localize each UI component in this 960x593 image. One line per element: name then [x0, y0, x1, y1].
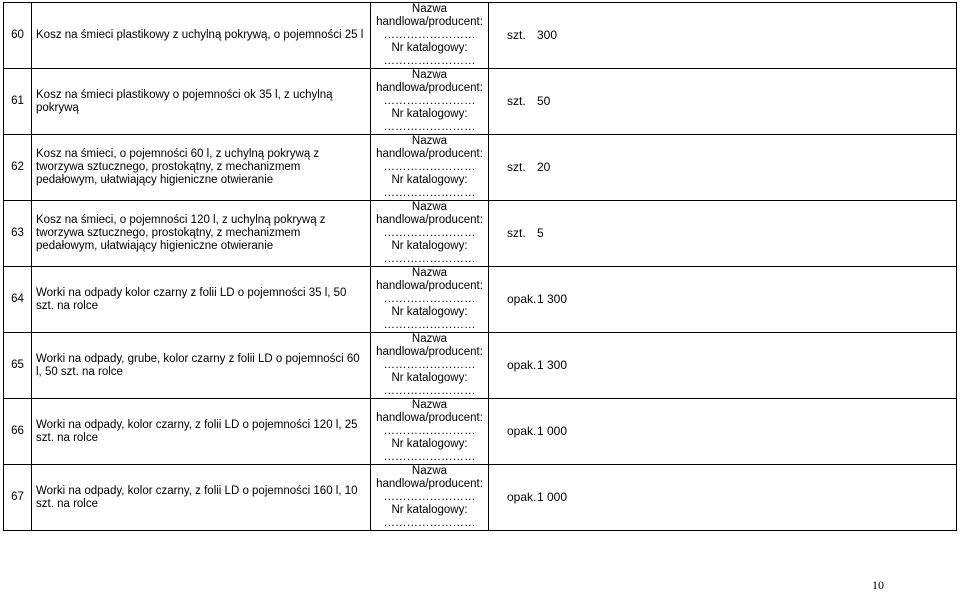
- quantity-cell: [489, 465, 957, 531]
- catalog-number-label: Nr katalogowy:: [391, 306, 468, 318]
- item-description: Kosz na śmieci, o pojemności 60 l, z uchylną pokrywą z tworzywa sztucznego, prostokątny, z mechanizmem pedałowym, ułatwiający higieniczne otwieranie: [32, 135, 371, 201]
- catalog-number-label: Nr katalogowy:: [391, 240, 468, 252]
- item-number: 64: [4, 267, 32, 333]
- catalog-number-blank: ……………………: [383, 517, 476, 529]
- producer-label: handlowa/producent:: [376, 478, 483, 490]
- producer-name-label: Nazwa: [411, 3, 448, 15]
- item-description: Kosz na śmieci plastikowy o pojemności ok 35 l, z uchylną pokrywą: [32, 69, 371, 135]
- producer-name-label: Nazwa: [411, 135, 448, 147]
- table-row: [4, 267, 957, 333]
- unit: opak.: [507, 357, 537, 372]
- quantity-cell: [489, 135, 957, 201]
- producer-blank: ……………………: [383, 425, 476, 437]
- catalog-number-blank: ……………………: [383, 451, 476, 463]
- items-table: [3, 2, 957, 531]
- producer-name-label: Nazwa: [411, 333, 448, 345]
- table-row: [4, 333, 957, 399]
- unit: opak.: [507, 489, 537, 504]
- producer-blank: ……………………: [383, 161, 476, 173]
- quantity-cell: [489, 69, 957, 135]
- quantity: 5: [537, 225, 544, 240]
- catalog-number-blank: ……………………: [383, 253, 476, 265]
- table-row: [4, 201, 957, 267]
- quantity-cell: [489, 3, 957, 69]
- producer-field: [371, 3, 489, 69]
- quantity: 20: [537, 159, 551, 174]
- producer-field: [371, 465, 489, 531]
- producer-field: [371, 267, 489, 333]
- item-number: 66: [4, 399, 32, 465]
- catalog-number-label: Nr katalogowy:: [391, 504, 468, 516]
- table-row: [4, 135, 957, 201]
- item-number: 63: [4, 201, 32, 267]
- catalog-number-blank: ……………………: [383, 121, 476, 133]
- producer-blank: ……………………: [383, 293, 476, 305]
- producer-name-label: Nazwa: [411, 201, 448, 213]
- producer-label: handlowa/producent:: [376, 82, 483, 94]
- producer-label: handlowa/producent:: [376, 214, 483, 226]
- quantity: 50: [537, 93, 551, 108]
- quantity: 300: [537, 27, 558, 42]
- catalog-number-label: Nr katalogowy:: [391, 438, 468, 450]
- item-description: Kosz na śmieci plastikowy z uchylną pokrywą, o pojemności 25 l: [32, 3, 371, 69]
- quantity-cell: [489, 267, 957, 333]
- producer-name-label: Nazwa: [411, 465, 448, 477]
- producer-name-label: Nazwa: [411, 399, 448, 411]
- quantity: 1 000: [537, 489, 568, 504]
- item-number: 60: [4, 3, 32, 69]
- producer-field: [371, 333, 489, 399]
- quantity: 1 000: [537, 423, 568, 438]
- quantity: 1 300: [537, 357, 568, 372]
- catalog-number-label: Nr katalogowy:: [391, 174, 468, 186]
- producer-name-label: Nazwa: [411, 69, 448, 81]
- producer-blank: ……………………: [383, 227, 476, 239]
- producer-name-label: Nazwa: [411, 267, 448, 279]
- catalog-number-label: Nr katalogowy:: [391, 108, 468, 120]
- producer-field: [371, 399, 489, 465]
- item-number: 62: [4, 135, 32, 201]
- producer-blank: ……………………: [383, 95, 476, 107]
- producer-field: [371, 201, 489, 267]
- unit: opak.: [507, 423, 537, 438]
- catalog-number-blank: ……………………: [383, 385, 476, 397]
- item-description: Worki na odpady, kolor czarny, z folii LD o pojemności 160 l, 10 szt. na rolce: [32, 465, 371, 531]
- unit: szt.: [507, 159, 526, 174]
- item-number: 61: [4, 69, 32, 135]
- producer-field: [371, 135, 489, 201]
- catalog-number-label: Nr katalogowy:: [391, 42, 468, 54]
- quantity-cell: [489, 333, 957, 399]
- catalog-number-label: Nr katalogowy:: [391, 372, 468, 384]
- producer-field: [371, 69, 489, 135]
- item-number: 67: [4, 465, 32, 531]
- item-description: Kosz na śmieci, o pojemności 120 l, z uchylną pokrywą z tworzywa sztucznego, prostokątny, z mechanizmem pedałowym, ułatwiający higieniczne otwieranie: [32, 201, 371, 267]
- unit: opak.: [507, 291, 537, 306]
- producer-label: handlowa/producent:: [376, 346, 483, 358]
- producer-label: handlowa/producent:: [376, 148, 483, 160]
- item-description: Worki na odpady, grube, kolor czarny z folii LD o pojemności 60 l, 50 szt. na rolce: [32, 333, 371, 399]
- producer-blank: ……………………: [383, 491, 476, 503]
- quantity-cell: [489, 399, 957, 465]
- producer-label: handlowa/producent:: [376, 16, 483, 28]
- producer-blank: ……………………: [383, 29, 476, 41]
- item-number: 65: [4, 333, 32, 399]
- page-number: 10: [872, 578, 884, 592]
- unit: szt.: [507, 225, 526, 240]
- quantity-cell: [489, 201, 957, 267]
- item-description: Worki na odpady, kolor czarny, z folii LD o pojemności 120 l, 25 szt. na rolce: [32, 399, 371, 465]
- table-row: [4, 465, 957, 531]
- catalog-number-blank: ……………………: [383, 55, 476, 67]
- producer-label: handlowa/producent:: [376, 280, 483, 292]
- quantity: 1 300: [537, 291, 568, 306]
- unit: szt.: [507, 93, 526, 108]
- producer-blank: ……………………: [383, 359, 476, 371]
- table-row: [4, 399, 957, 465]
- item-description: Worki na odpady kolor czarny z folii LD o pojemności 35 l, 50 szt. na rolce: [32, 267, 371, 333]
- table-row: [4, 3, 957, 69]
- table-row: [4, 69, 957, 135]
- producer-label: handlowa/producent:: [376, 412, 483, 424]
- catalog-number-blank: ……………………: [383, 187, 476, 199]
- catalog-number-blank: ……………………: [383, 319, 476, 331]
- unit: szt.: [507, 27, 526, 42]
